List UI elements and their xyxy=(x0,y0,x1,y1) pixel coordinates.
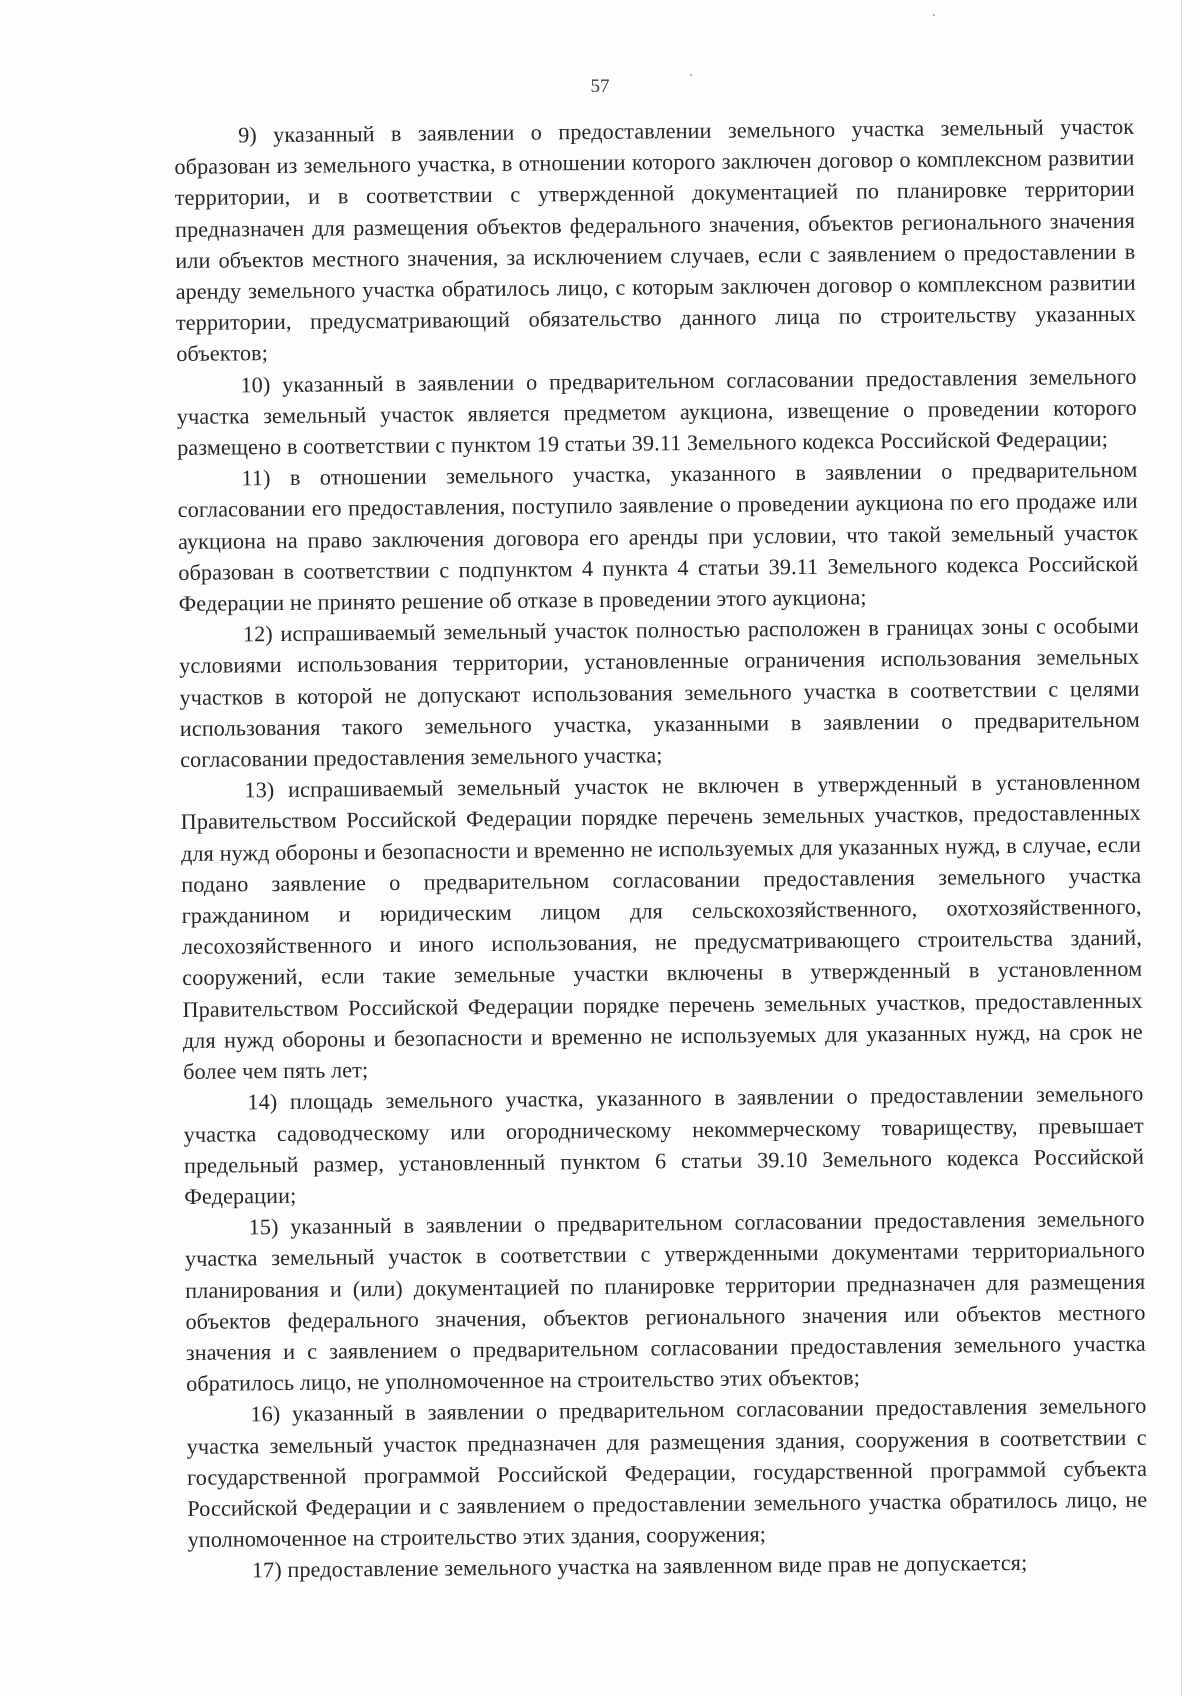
paragraph-item-13: 13) испрашиваемый земельный участок не включен в утвержденный в установленном Правительством Российской Федерации порядке перечень земельных участков, предоставленных для нужд обороны и безопасности и временно не используемых для указанных нужд, в случае, если подано заявление о предварительном согласовании предоставления земельного участка гражданином и юридическим лицом для сельскохозяйственного, охотхозяйственного, лесохозяйственного и иного использования, не предусматривающего строительства зданий, сооружений, если такие земельные участки включены в утвержденный в установленном Правительством Российской Федерации порядке перечень земельных участков, предоставленных для нужд обороны и безопасности и временно не используемых для указанных нужд, на срок не более чем пять лет; xyxy=(180,769,1143,1085)
paragraph-item-16: 16) указанный в заявлении о предварительном согласовании предоставления земельного участка земельный участок предназначен для размещения здания, сооружения в соответствии с государственной программой Российской Федерации, государственной программой субъекта Российской Федерации и с заявлением о предоставлении земельного участка обратилось лицо, не уполномоченное на строительство этих здания, сооружения; xyxy=(186,1393,1148,1553)
paragraph-item-17: 17) предоставление земельного участка на заявленном виде прав не допускается; xyxy=(251,1550,1028,1583)
paragraph-item-12: 12) испрашиваемый земельный участок полностью расположен в границах зоны с особыми условиями использования территории, установленные ограничения использования земельных участков в которой не допускают использования земельного участка в соответствии с целями использования такого земельного участка, указанными в заявлении о предварительном согласовании предоставления земельного участка; xyxy=(179,613,1140,773)
scan-speck xyxy=(933,14,935,16)
document-body xyxy=(174,111,1148,1587)
scan-edge-line xyxy=(1181,0,1182,1696)
paragraph-item-10: 10) указанный в заявлении о предварительном согласовании предоставления земельного участка земельный участок является предметом аукциона, извещение о проведении которого размещено в соответствии с пунктом 19 статьи 39.11 Земельного кодекса Российской Федерации; xyxy=(176,363,1137,461)
paragraph-item-9: 9) указанный в заявлении о предоставлении земельного участка земельный участок образован из земельного участка, в отношении которого заключен договор о комплексном развитии территории, и в соответствии с утвержденной документацией по планировке территории предназначен для размещения объектов федерального значения, объектов регионального значения или объектов местного значения, за исключением случаев, если с заявлением о предоставлении в аренду земельного участка обратилось лицо, с которым заключен договор о комплексном развитии территории, предусматривающий обязательство данного лица по строительству указанных объектов; xyxy=(174,113,1137,367)
paragraph-item-14: 14) площадь земельного участка, указанного в заявлении о предоставлении земельного участка садоводческому или огородническому некоммерческому товариществу, превышает предельный размер, установленный пунктом 6 статьи 39.10 Земельного кодекса Российской Федерации; xyxy=(183,1081,1145,1209)
paragraph-item-15: 15) указанный в заявлении о предварительном согласовании предоставления земельного участка земельный участок в соответствии с утвержденными документами территориального планирования и (или) документацией по планировке территории предназначен для размещения объектов федерального значения, объектов регионального значения или объектов местного значения и с заявлением о предварительном согласовании предоставления земельного участка обратилось лицо, не уполномоченное на строительство этих объектов; xyxy=(184,1205,1146,1397)
paragraph-item-11: 11) в отношении земельного участка, указанного в заявлении о предварительном согласовании его предоставления, поступило заявление о проведении аукциона по его продаже или аукциона на право заключения договора его аренды при условии, что такой земельный участок образован в соответствии с подпунктом 4 пункта 4 статьи 39.11 Земельного кодекса Российской Федерации не принято решение об отказе в проведении этого аукциона; xyxy=(177,457,1139,617)
page-number: 57 xyxy=(590,76,610,97)
